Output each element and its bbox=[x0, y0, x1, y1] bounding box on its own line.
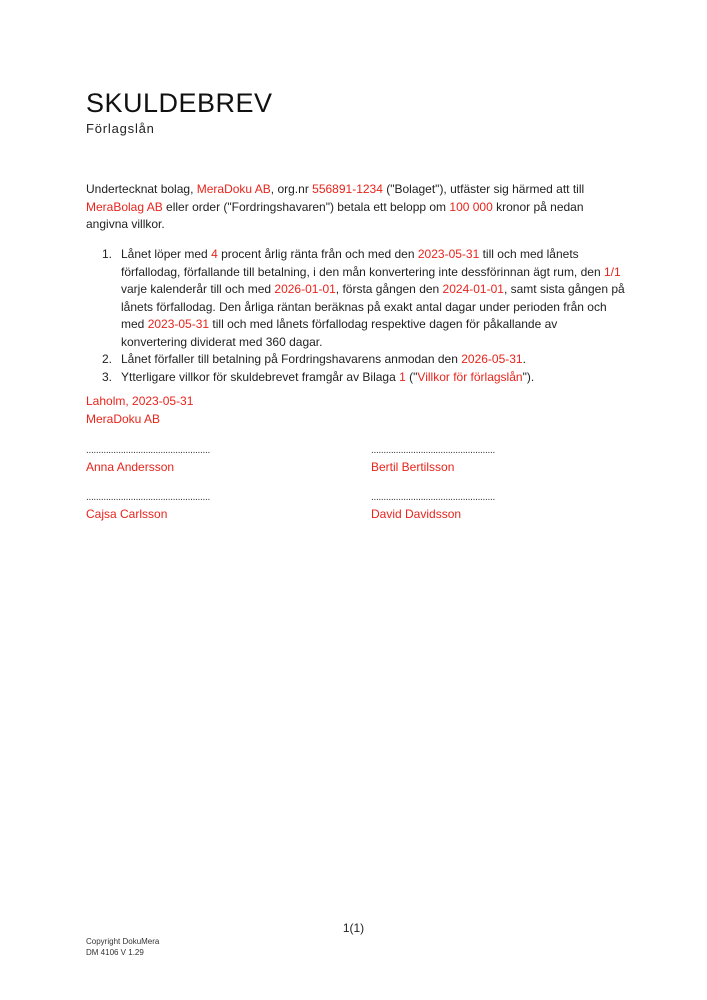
term-text: Lånet löper med bbox=[121, 247, 212, 261]
term-text: , samt sista gången på lånets förfallodag. Den årliga räntan beräknas på exakt antal dagar under perioden från och med bbox=[121, 282, 625, 331]
start-date: 2023-05-31 bbox=[417, 247, 480, 261]
appendix-number: 1 bbox=[399, 369, 406, 384]
place-date: Laholm, 2023-05-31 bbox=[86, 394, 194, 408]
place-and-date-block bbox=[86, 393, 193, 428]
term-number: 1. bbox=[102, 247, 113, 261]
term-text: procent årlig ränta från och med den bbox=[217, 247, 418, 261]
signatory-name: David Davidsson bbox=[371, 507, 462, 521]
interest-rate: 4 bbox=[211, 247, 218, 261]
signature-line: .................................................. bbox=[86, 446, 210, 456]
term-number: 2. bbox=[102, 352, 113, 366]
document-subtitle: Förlagslån bbox=[86, 121, 155, 136]
appendix-title: Villkor för förlagslån bbox=[417, 369, 523, 384]
copyright-text: Copyright DokuMera bbox=[86, 937, 160, 946]
intro-text: , org.nr bbox=[270, 182, 313, 196]
term-number: 3. bbox=[102, 369, 113, 384]
period-start-date: 2023-05-31 bbox=[147, 317, 210, 331]
terms-list bbox=[86, 246, 626, 386]
document-version: DM 4106 V 1.29 bbox=[86, 947, 144, 957]
signature-line: .................................................. bbox=[371, 493, 495, 503]
term-text: , första gången den bbox=[335, 282, 443, 296]
signing-company: MeraDoku AB bbox=[86, 411, 161, 426]
intro-text: Undertecknat bolag, bbox=[86, 182, 197, 196]
intro-paragraph bbox=[86, 181, 626, 234]
document-title: SKULDEBREV bbox=[86, 88, 273, 118]
signature-block bbox=[371, 446, 495, 474]
signatory-name: Bertil Bertilsson bbox=[371, 460, 455, 474]
term-text: Ytterligare villkor för skuldebrevet framgår av Bilaga bbox=[121, 369, 400, 384]
page-number: 1(1) bbox=[342, 921, 365, 935]
signature-line: .................................................. bbox=[371, 446, 495, 456]
intro-text: eller order ("Fordringshavaren") betala ett belopp om bbox=[162, 199, 450, 214]
signature-line: .................................................. bbox=[86, 493, 210, 503]
term-text: till och med lånets förfallodag respektive dagen för påkallande av konvertering dividerat med 360 dagar. bbox=[121, 317, 558, 349]
payment-day: 1/1 bbox=[603, 264, 621, 279]
term-text: varje kalenderår till och med bbox=[121, 282, 275, 296]
signatory-name: Cajsa Carlsson bbox=[86, 507, 168, 521]
loan-amount: 100 000 bbox=[449, 199, 493, 214]
term-text: Lånet förfaller till betalning på Fordringshavarens anmodan den bbox=[121, 352, 462, 366]
term-text: . bbox=[522, 352, 526, 366]
signature-block bbox=[86, 446, 210, 474]
signatory-name: Anna Andersson bbox=[86, 460, 175, 474]
term-item bbox=[86, 369, 626, 387]
term-text: "). bbox=[522, 369, 535, 384]
first-payment-date: 2024-01-01 bbox=[442, 282, 504, 296]
term-text: till och med lånets förfallodag, förfallande till betalning, i den mån konvertering inte dessförinnan ägt rum, den bbox=[121, 247, 604, 279]
org-number: 556891-1234 bbox=[312, 182, 383, 196]
term-text: (" bbox=[405, 369, 418, 384]
creditor-name: MeraBolag AB bbox=[86, 199, 163, 214]
company-name: MeraDoku AB bbox=[196, 182, 271, 196]
signature-block bbox=[86, 493, 210, 521]
intro-text: ("Bolaget"), utfäster sig härmed att till bbox=[382, 182, 585, 196]
last-payment-date: 2026-01-01 bbox=[274, 282, 336, 296]
term-item bbox=[86, 246, 626, 351]
term-item bbox=[86, 351, 626, 369]
signature-block bbox=[371, 493, 495, 521]
page-footer bbox=[86, 937, 159, 958]
due-date: 2026-05-31 bbox=[461, 352, 523, 366]
intro-text: kronor på nedan angivna villkor. bbox=[86, 199, 584, 231]
